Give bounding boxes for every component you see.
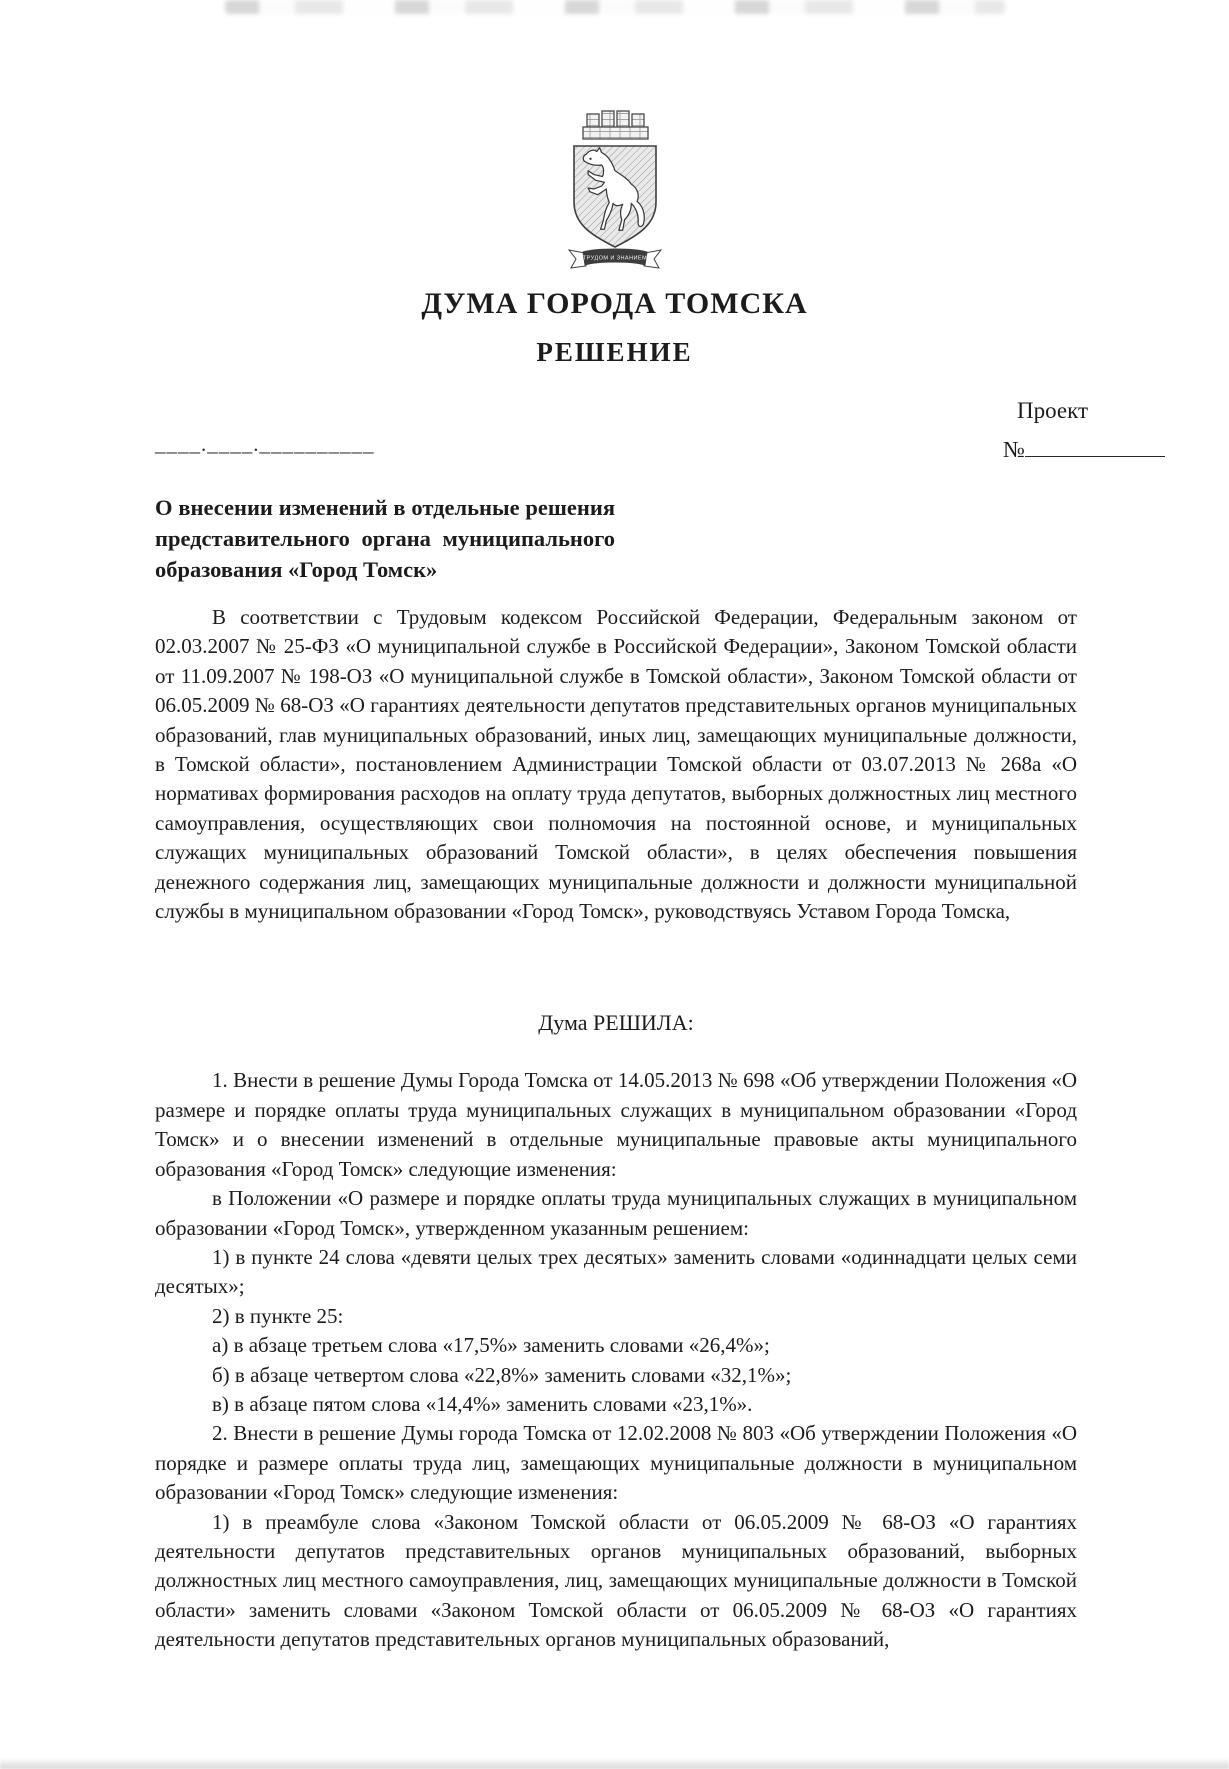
body-paragraph-8: 2. Внести в решение Думы города Томска от 12.02.2008 № 803 «Об утверждении Положения «О порядке и размере оплаты труда лиц, замещающих муниципальные должности в муниципальном образовании «Город Томск» следующие изменения: xyxy=(155,1421,1077,1505)
motto-text: ТРУДОМ И ЗНАНИЕМ xyxy=(582,255,647,262)
body-paragraph-6: б) в абзаце четвертом слова «22,8%» заменить словами «32,1%»; xyxy=(212,1362,792,1387)
scan-artifact-bottom xyxy=(0,1758,1229,1769)
preamble-paragraph: В соответствии с Трудовым кодексом Российской Федерации, Федеральным законом от 02.03.2007 № 25-ФЗ «О муниципальной службе в Российской Федерации», Законом Томской области от 11.09.2007 № 198-ОЗ «О муниципальной службе в Томской области», Законом Томской области от 06.05.2009 № 68-ОЗ «О гарантиях деятельности депутатов представительных органов муниципальных образований, глав муниципальных образований, иных лиц, замещающих муниципальные должности, в Томской области», постановлением Администрации Томской области от 03.07.2013 № 268а «О нормативах формирования расходов на оплату труда депутатов, выборных должностных лиц местного самоуправления, осуществляющих свои полномочия на постоянной основе, и муниципальных служащих муниципальных образований Томской области», в целях обеспечения повышения денежного содержания лиц, замещающих муниципальные должности и должности муниципальной службы в муниципальном образовании «Город Томск», руководствуясь Уставом Города Томска, xyxy=(155,605,1077,924)
body-paragraph-2: в Положении «О размере и порядке оплаты труда муниципальных служащих в муниципальном образовании «Город Томск», утвержденном указанным решением: xyxy=(155,1186,1077,1240)
document-body xyxy=(155,603,1077,1655)
document-type: РЕШЕНИЕ xyxy=(536,337,693,367)
document-number-line xyxy=(1003,434,1165,463)
tomsk-coat-of-arms-icon xyxy=(540,108,690,276)
body-paragraph-9: 1) в преамбуле слова «Законом Томской области от 06.05.2009 № 68-ОЗ «О гарантиях деятельности депутатов представительных органов муниципальных образований, выборных должностных лиц местного самоуправления, лиц, замещающих муниципальные должности в Томской области» заменить словами «Законом Томской области от 06.05.2009 № 68-ОЗ «О гарантиях деятельности депутатов представительных органов муниципальных образований, xyxy=(155,1509,1077,1652)
org-name: ДУМА ГОРОДА ТОМСКА xyxy=(421,287,808,320)
scan-artifact-top xyxy=(225,0,1005,14)
body-paragraph-1: 1. Внести в решение Думы Города Томска от 14.05.2013 № 698 «Об утверждении Положения «О размере и порядке оплаты труда муниципальных служащих в муниципальном образовании «Город Томск» и о внесении изменений в отдельные муниципальные правовые акты муниципального образования «Город Томск» следующие изменения: xyxy=(155,1068,1077,1181)
date-blank-line: ____.____.__________ xyxy=(155,432,375,456)
resolution-heading: Дума РЕШИЛА: xyxy=(538,1010,694,1036)
body-paragraph-7: в) в абзаце пятом слова «14,4%» заменить словами «23,1%». xyxy=(212,1391,753,1416)
document-header xyxy=(0,0,1229,368)
project-label: Проект xyxy=(1017,398,1089,423)
number-label: № xyxy=(1003,437,1025,462)
body-paragraph-3: 1) в пункте 24 слова «девяти целых трех десятых» заменить словами «одиннадцати целых семи десятых»; xyxy=(155,1244,1077,1299)
meta-row xyxy=(0,398,1229,486)
crown-icon xyxy=(583,111,648,139)
body-paragraph-5: а) в абзаце третьем слова «17,5%» заменить словами «26,4%»; xyxy=(212,1333,770,1358)
document-title: О внесении изменений в отдельные решения представительного органа муниципального образования «Город Томск» xyxy=(155,495,615,582)
body-paragraph-4: 2) в пункте 25: xyxy=(212,1303,344,1328)
resolution-items xyxy=(155,1066,1077,1654)
number-blank-line xyxy=(1025,434,1165,457)
project-block xyxy=(1003,398,1165,463)
